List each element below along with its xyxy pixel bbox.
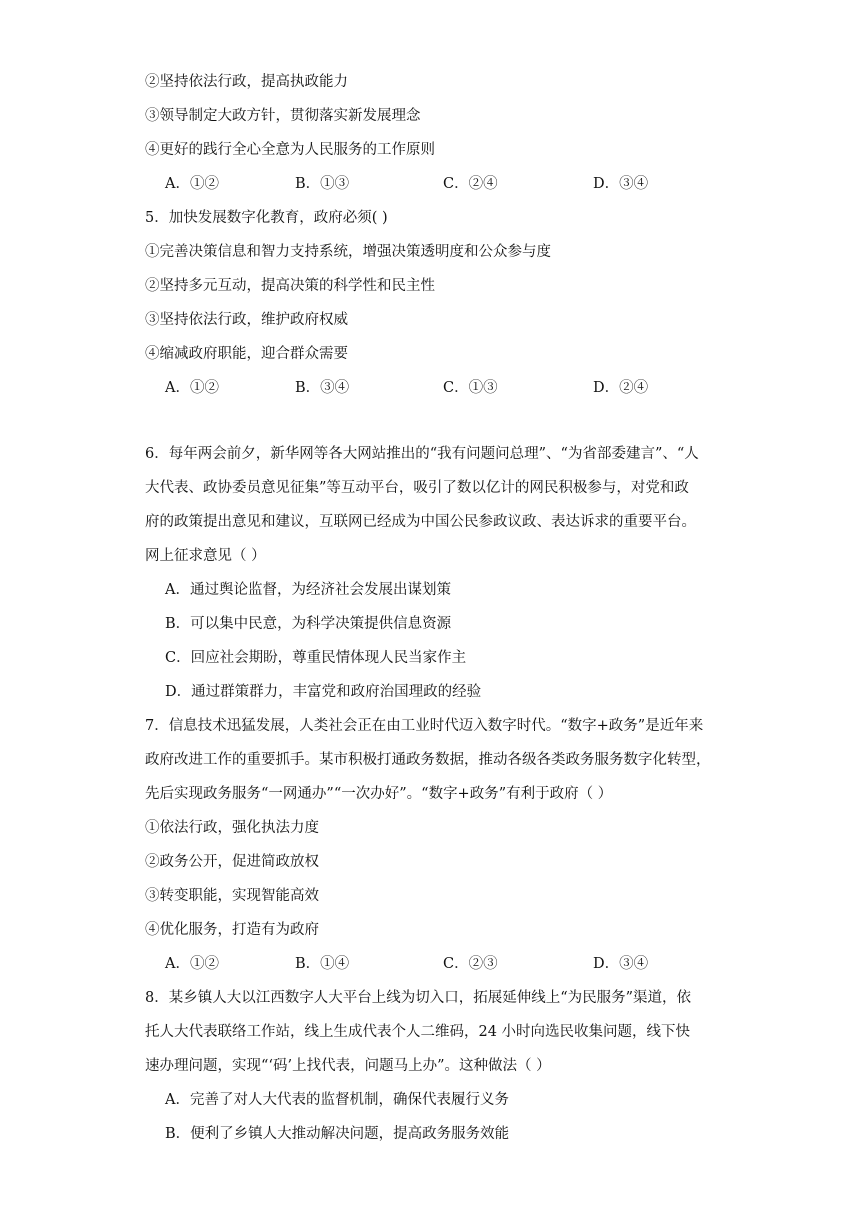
q5-stem: 5．加快发展数字化教育，政府必须( ): [145, 210, 388, 226]
q7-option-b[interactable]: B．①④: [295, 956, 350, 972]
q6-option-d[interactable]: D．通过群策群力，丰富党和政府治国理政的经验: [165, 684, 482, 700]
q7-item-3: ③转变职能，实现智能高效: [145, 888, 319, 904]
q7-stem-line-1: 7．信息技术迅猛发展，人类社会正在由工业时代迈入数字时代。“数字+政务”是近年来: [145, 718, 704, 734]
q5-option-a[interactable]: A．①②: [165, 380, 219, 396]
q4-item-3: ③领导制定大政方针，贯彻落实新发展理念: [145, 108, 421, 124]
q7-item-2: ②政务公开，促进简政放权: [145, 854, 319, 870]
q6-option-a[interactable]: A．通过舆论监督，为经济社会发展出谋划策: [165, 582, 451, 598]
q5-options: [165, 378, 685, 398]
q7-options: [165, 954, 685, 974]
q6-option-b[interactable]: B．可以集中民意，为科学决策提供信息资源: [165, 616, 452, 632]
q4-option-b[interactable]: B．①③: [295, 176, 350, 192]
q8-option-a[interactable]: A．完善了对人大代表的监督机制，确保代表履行义务: [165, 1092, 509, 1108]
q5-item-3: ③坚持依法行政，维护政府权威: [145, 312, 348, 328]
q7-stem-line-2: 政府改进工作的重要抓手。某市积极打通政务数据，推动各级各类政务服务数字化转型，: [145, 752, 711, 768]
q4-option-a[interactable]: A．①②: [165, 176, 219, 192]
q5-item-1: ①完善决策信息和智力支持系统，增强决策透明度和公众参与度: [145, 244, 551, 260]
q6-stem-line-4: 网上征求意见（ ）: [145, 548, 266, 564]
q6-stem-line-3: 府的政策提出意见和建议，互联网已经成为中国公民参政议政、表达诉求的重要平台。: [145, 514, 696, 530]
q8-stem-line-2: 托人大代表联络工作站，线上生成代表个人二维码，24 小时向选民收集问题，线下快: [145, 1024, 691, 1040]
q8-stem-line-1: 8．某乡镇人大以江西数字人大平台上线为切入口，拓展延伸线上“为民服务”渠道，依: [145, 990, 692, 1006]
q4-options: [165, 174, 685, 194]
q7-option-a[interactable]: A．①②: [165, 956, 219, 972]
q5-option-b[interactable]: B．③④: [295, 380, 350, 396]
q4-item-4: ④更好的践行全心全意为人民服务的工作原则: [145, 142, 435, 158]
q7-option-c[interactable]: C．②③: [443, 956, 498, 972]
q7-stem-line-3: 先后实现政务服务“一网通办”“一次办好”。“数字+政务”有利于政府（ ）: [145, 786, 613, 802]
q4-item-2: ②坚持依法行政，提高执政能力: [145, 74, 348, 90]
q7-option-d[interactable]: D．③④: [593, 956, 649, 972]
q5-option-d[interactable]: D．②④: [593, 380, 649, 396]
q8-option-b[interactable]: B．便利了乡镇人大推动解决问题，提高政务服务效能: [165, 1126, 510, 1142]
q4-option-d[interactable]: D．③④: [593, 176, 649, 192]
q5-item-4: ④缩减政府职能，迎合群众需要: [145, 346, 348, 362]
q4-option-c[interactable]: C．②④: [443, 176, 498, 192]
q6-option-c[interactable]: C．回应社会期盼，尊重民情体现人民当家作主: [165, 650, 467, 666]
q8-stem-line-3: 速办理问题，实现“‘码’上找代表，问题马上办”。这种做法（ ）: [145, 1058, 551, 1074]
q7-item-4: ④优化服务，打造有为政府: [145, 922, 319, 938]
q6-stem-line-2: 大代表、政协委员意见征集”等互动平台，吸引了数以亿计的网民积极参与，对党和政: [145, 480, 689, 496]
q5-item-2: ②坚持多元互动，提高决策的科学性和民主性: [145, 278, 435, 294]
q6-stem-line-1: 6．每年两会前夕，新华网等各大网站推出的“我有问题问总理”、“为省部委建言”、“人: [145, 446, 699, 462]
q7-item-1: ①依法行政，强化执法力度: [145, 820, 319, 836]
q5-option-c[interactable]: C．①③: [443, 380, 498, 396]
